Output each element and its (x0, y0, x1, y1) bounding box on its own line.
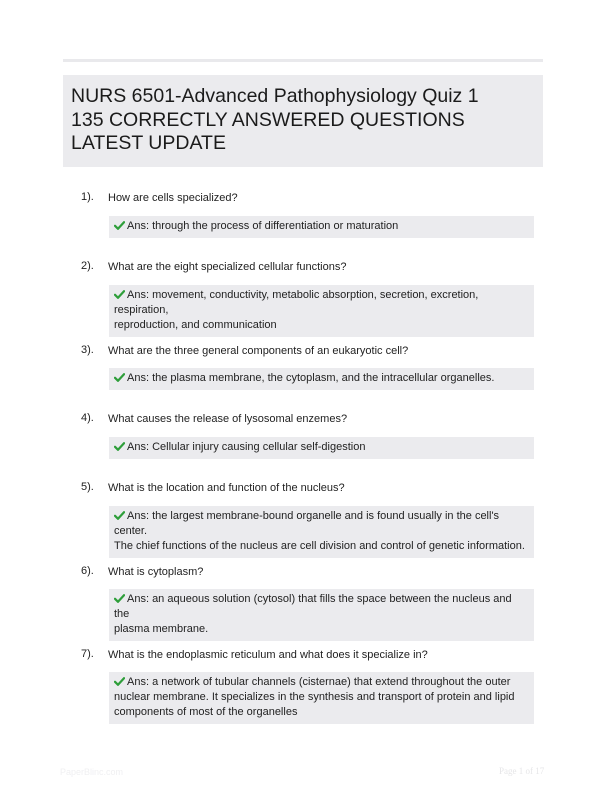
answer-line: Ans: Cellular injury causing cellular self-digestion (127, 441, 366, 453)
answer-line: Ans: through the process of differentiation or maturation (127, 220, 399, 232)
question-text: What causes the release of lysosomal enzemes? (108, 413, 348, 425)
checkmark-icon (114, 677, 125, 686)
answer-line: nuclear membrane. It specializes in the synthesis and transport of protein and lipid (114, 691, 515, 703)
answer-line: Ans: an aqueous solution (cytosol) that fills the space between the nucleus and the (114, 593, 512, 620)
question-number: 2). (81, 260, 94, 272)
title-line-1: NURS 6501-Advanced Pathophysiology Quiz 1 (71, 85, 479, 107)
answer-box (109, 368, 534, 390)
question-number: 6). (81, 565, 94, 577)
footer-watermark: PaperBlinc.com (60, 767, 124, 777)
title-line-3: LATEST UPDATE (71, 132, 226, 154)
question-number: 3). (81, 344, 94, 356)
answer-line: Ans: the largest membrane-bound organelle and is found usually in the cell's center. (114, 510, 500, 537)
question-number: 7). (81, 648, 94, 660)
document-title-box (63, 75, 543, 167)
answer-line: reproduction, and communication (114, 319, 277, 331)
question-text: What is the endoplasmic reticulum and what does it specialize in? (108, 649, 428, 661)
answer-box (109, 216, 534, 238)
checkmark-icon (114, 511, 125, 520)
answer-box (109, 285, 534, 337)
answer-line: Ans: a network of tubular channels (cisternae) that extend throughout the outer (127, 676, 511, 688)
question-number: 4). (81, 412, 94, 424)
question-text: What is cytoplasm? (108, 566, 204, 578)
question-text: What are the eight specialized cellular functions? (108, 261, 347, 273)
answer-line: components of most of the organelles (114, 706, 298, 718)
question-text: What are the three general components of an eukaryotic cell? (108, 345, 409, 357)
checkmark-icon (114, 373, 125, 382)
top-divider (63, 59, 543, 62)
title-line-2: 135 CORRECTLY ANSWERED QUESTIONS (71, 108, 465, 131)
question-number: 1). (81, 191, 94, 203)
answer-line: The chief functions of the nucleus are cell division and control of genetic information. (114, 540, 525, 552)
checkmark-icon (114, 442, 125, 451)
page-number: Page 1 of 17 (499, 766, 545, 776)
checkmark-icon (114, 594, 125, 603)
answer-line: Ans: the plasma membrane, the cytoplasm, and the intracellular organelles. (127, 372, 495, 384)
question-text: How are cells specialized? (108, 192, 238, 204)
answer-box (109, 672, 534, 724)
checkmark-icon (114, 290, 125, 299)
answer-box (109, 506, 534, 558)
question-text: What is the location and function of the nucleus? (108, 482, 345, 494)
answer-line: Ans: movement, conductivity, metabolic absorption, secretion, excretion, respiration, (114, 289, 479, 316)
answer-box (109, 589, 534, 641)
checkmark-icon (114, 221, 125, 230)
answer-box (109, 437, 534, 459)
question-number: 5). (81, 481, 94, 493)
answer-line: plasma membrane. (114, 623, 209, 635)
